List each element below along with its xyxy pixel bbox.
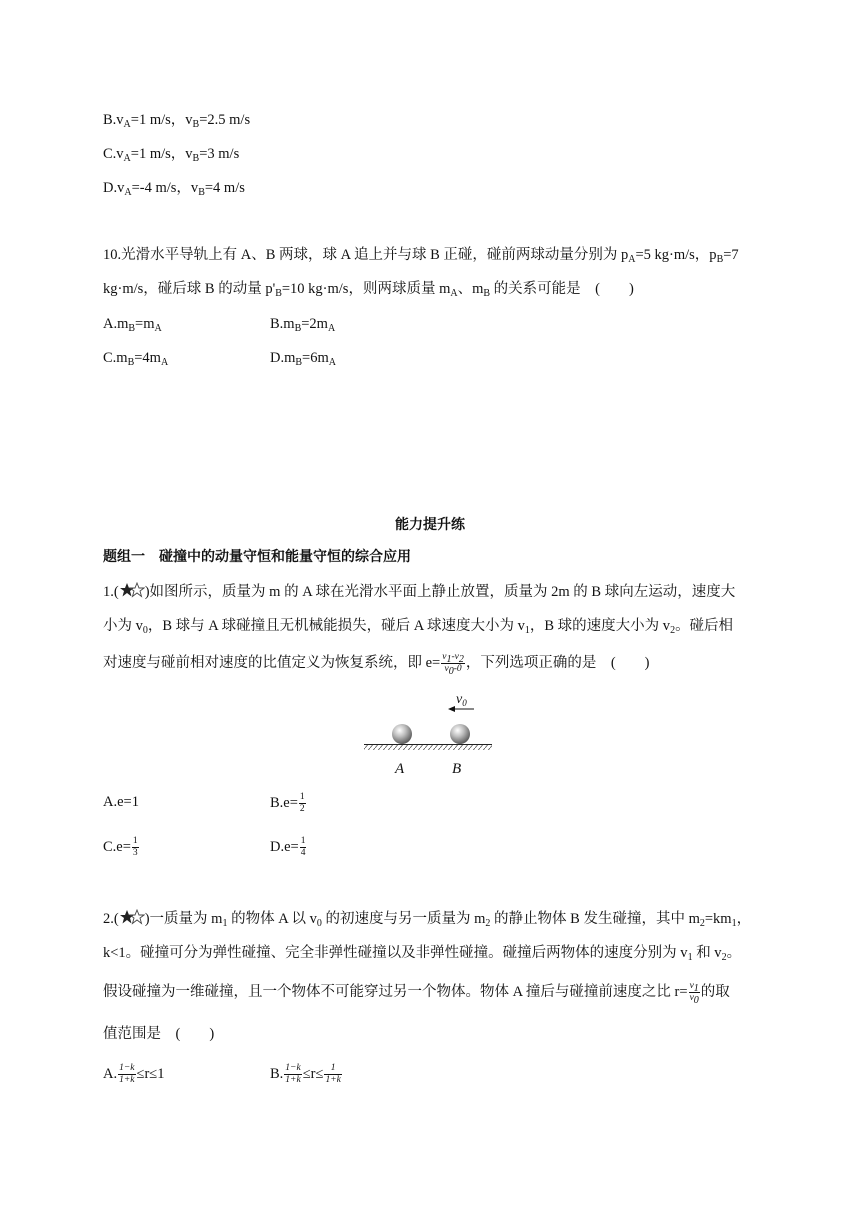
q2-option-a xyxy=(103,1063,165,1086)
option-b-range: ≤r≤ xyxy=(302,1065,324,1082)
q2-stem-line4: 值范围是 ( ) xyxy=(103,1026,215,1042)
q1-stem-line2: 小为 $v_0$，B 球与 A 球碰撞且无机械能损失，碰后 A 球速度大小为 $v_1$，B 球的速度大小为 $v_2$。碰后相 xyxy=(103,618,734,636)
option-c-label: C.e= xyxy=(103,838,131,855)
q1-option-b xyxy=(270,792,307,815)
ball-b xyxy=(450,724,470,744)
option-c-fraction xyxy=(132,836,139,859)
q1-number: 1.( xyxy=(103,584,119,600)
q1-stem-line3-post: ，下列选项正确的是 ( ) xyxy=(465,654,650,671)
q1-stem-text: )如图所示，质量为 m 的 A 球在光滑水平面上静止放置，质量为 2m 的 B 球向左运动，速度大 xyxy=(144,584,736,600)
option-b-label: B.e= xyxy=(270,794,298,811)
option-a-label: A. xyxy=(103,1065,118,1082)
fraction-denominator: 1+k xyxy=(285,1075,301,1085)
fraction-denominator: 1+k xyxy=(325,1075,341,1085)
fraction-denominator: $v_0-0$ xyxy=(444,664,462,677)
q2-stem-line3-post: 的取 xyxy=(700,983,730,1000)
ball-a-label: A xyxy=(395,761,405,777)
fraction-numerator: 1−k xyxy=(285,1063,301,1073)
fraction-denominator: 1+k xyxy=(119,1075,135,1085)
q9-option-d: $D.v_A=-4$ m/s，$v_B=4$ m/s xyxy=(103,180,245,198)
difficulty-star-icon xyxy=(119,582,145,598)
difficulty-star-icon xyxy=(119,909,145,925)
fraction-numerator: 1 xyxy=(299,792,305,802)
q1-stem-line1 xyxy=(103,582,735,602)
q2-stem-line3-pre: 假设碰撞为一维碰撞，且一个物体不可能穿过另一个物体。物体 A 撞后与碰撞前速度之比 r= xyxy=(103,983,688,1000)
option-a-range: ≤r≤1 xyxy=(136,1065,165,1082)
v0-label: $v_0$ xyxy=(456,692,467,708)
q10-option-c: $C.m_B=4m_A$ xyxy=(103,350,169,368)
fraction-numerator: 1 xyxy=(300,836,306,846)
collision-figure xyxy=(360,688,500,780)
q1-stem-line3 xyxy=(103,652,650,675)
fraction-numerator: 1−k xyxy=(119,1063,135,1073)
q9-option-c: $C.v_A=1$ m/s，$v_B=3$ m/s xyxy=(103,146,240,164)
fraction-numerator: $v_1$ xyxy=(689,981,699,994)
fraction-denominator: $v_0$ xyxy=(689,993,699,1006)
ball-a xyxy=(392,724,412,744)
option-b-fraction xyxy=(299,792,306,815)
ratio-fraction xyxy=(689,981,700,1004)
q1-option-c xyxy=(103,836,140,859)
q1-option-a: A.e=1 xyxy=(103,794,139,810)
fraction-denominator: 3 xyxy=(132,848,138,858)
q1-option-d xyxy=(270,836,307,859)
fraction-denominator: 2 xyxy=(299,804,305,814)
q10-option-b: $B.m_B=2m_A$ xyxy=(270,316,336,334)
velocity-arrowhead-icon xyxy=(448,706,455,712)
fraction-numerator: 1 xyxy=(324,1063,341,1075)
option-b-fraction-upper xyxy=(324,1063,341,1086)
group-title: 题组一 碰撞中的动量守恒和能量守恒的综合应用 xyxy=(103,549,411,565)
q2-stem-text: )一质量为 $m_1$ 的物体 A 以 $v_0$ 的初速度与另一质量为 $m_2$ 的静止物体 B 发生碰撞，其中 $m_2=km_1$， xyxy=(144,911,752,929)
fraction-numerator: 1 xyxy=(132,836,138,846)
q2-option-b xyxy=(270,1063,343,1086)
q10-stem-line2: kg·m/s，碰后球 B 的动量 $p'_B=10$ kg·m/s，则两球质量 $m_A$、$m_B$ 的关系可能是 ( ) xyxy=(103,281,634,299)
option-d-fraction xyxy=(300,836,307,859)
fraction-denominator: 4 xyxy=(300,848,306,858)
ground-hatch xyxy=(364,745,492,750)
option-a-fraction xyxy=(118,1063,135,1086)
q2-stem-line2: k<1。碰撞可分为弹性碰撞、完全非弹性碰撞以及非弹性碰撞。碰撞后两物体的速度分别为 $v_1$ 和 $v_2$。 xyxy=(103,945,742,963)
q10-option-a: $A.m_B=m_A$ xyxy=(103,316,162,334)
q2-stem-line3 xyxy=(103,981,730,1004)
option-b-fraction-lower xyxy=(284,1063,301,1086)
option-d-label: D.e= xyxy=(270,838,299,855)
q9-option-b: $B.v_A=1$ m/s，$v_B=2.5$ m/s xyxy=(103,112,251,130)
q2-number: 2.( xyxy=(103,911,119,927)
q1-stem-line3-pre: 对速度与碰前相对速度的比值定义为恢复系统，即 e= xyxy=(103,654,441,671)
q10-option-d: $D.m_B=6m_A$ xyxy=(270,350,336,368)
restitution-fraction xyxy=(441,652,465,675)
ball-b-label: B xyxy=(452,761,462,777)
q2-stem-line1 xyxy=(103,909,751,929)
q10-stem-line1: 10.光滑水平导轨上有 A、B 两球，球 A 追上并与球 B 正碰，碰前两球动量分别为 $p_A=5$ kg·m/s，$p_B=7$ xyxy=(103,247,739,265)
fraction-numerator: $v_1-v_2$ xyxy=(442,652,464,665)
section-title: 能力提升练 xyxy=(395,517,465,533)
option-b-label: B. xyxy=(270,1065,284,1082)
